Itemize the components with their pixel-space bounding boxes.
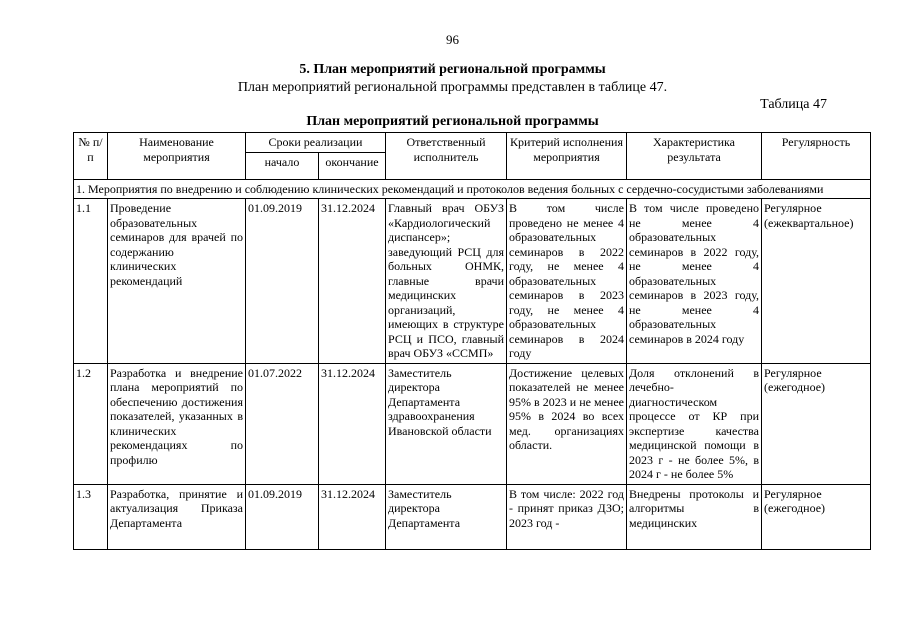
header-num: № п/п — [74, 133, 108, 180]
row-name: Проведение образовательных семинаров для врачей по содержанию клинических рекомендаций — [108, 199, 246, 364]
header-regularity: Регулярность — [762, 133, 871, 180]
row-start: 01.09.2019 — [246, 199, 319, 364]
header-criterion: Критерий исполнения мероприятия — [507, 133, 627, 180]
row-name: Разработка, принятие и актуализация Приказа Департамента — [108, 484, 246, 549]
row-end: 31.12.2024 — [319, 199, 386, 364]
header-name: Наименование мероприятия — [108, 133, 246, 180]
table-row — [74, 484, 871, 549]
header-end: окончание — [319, 152, 386, 179]
row-executor: Заместитель директора Департамента — [386, 484, 507, 549]
plan-table — [73, 132, 871, 550]
table-row — [74, 199, 871, 364]
section-row — [74, 179, 871, 199]
row-executor: Главный врач ОБУЗ «Кардиологический диспансер»; заведующий РСЦ для больных ОНМК, главные врачи медицинских организаций, имеющих в структуре РСЦ и ПСО, главный врач ОБУЗ «ССМП» — [386, 199, 507, 364]
header-terms: Сроки реализации — [246, 133, 386, 153]
section-1-heading: 1. Мероприятия по внедрению и соблюдению клинических рекомендаций и протоколов ведения больных с сердечно-сосудистыми заболеваниями — [74, 179, 871, 199]
row-end: 31.12.2024 — [319, 484, 386, 549]
row-regularity: Регулярное (ежеквартальное) — [762, 199, 871, 364]
row-start: 01.07.2022 — [246, 363, 319, 484]
row-num: 1.3 — [74, 484, 108, 549]
header-start: начало — [246, 152, 319, 179]
row-result: Доля отклонений в лечебно-диагностическом процессе от КР при экспертизе качества медицинской помощи в 2023 г - не более 5%, в 2024 г - не более 5% — [627, 363, 762, 484]
row-regularity: Регулярное (ежегодное) — [762, 363, 871, 484]
row-num: 1.1 — [74, 199, 108, 364]
table-label: Таблица 47 — [760, 97, 827, 112]
section-title: 5. План мероприятий региональной программы — [299, 62, 606, 77]
header-result: Характеристика результата — [627, 133, 762, 180]
row-num: 1.2 — [74, 363, 108, 484]
intro-text: План мероприятий региональной программы представлен в таблице 47. — [237, 80, 668, 95]
row-criterion: В том числе: 2022 год - принят приказ ДЗО; 2023 год - — [507, 484, 627, 549]
row-criterion: Достижение целевых показателей не менее 95% в 2023 и не менее 95% в 2024 во всех мед. организациях области. — [507, 363, 627, 484]
row-name: Разработка и внедрение плана мероприятий по обеспечению достижения показателей, указанных в клинических рекомендациях по профилю — [108, 363, 246, 484]
row-regularity: Регулярное (ежегодное) — [762, 484, 871, 549]
row-criterion: В том числе проведено не менее 4 образовательных семинаров в 2022 году, не менее 4 образовательных семинаров в 2023 году, не менее 4 образовательных семинаров в 2024 году — [507, 199, 627, 364]
table-title: План мероприятий региональной программы — [306, 114, 599, 129]
row-result: В том числе проведено не менее 4 образовательных семинаров в 2022 году, не менее 4 образовательных семинаров в 2023 году, не менее 4 образовательных семинаров в 2024 году — [627, 199, 762, 364]
page-number: 96 — [446, 32, 459, 47]
table-row — [74, 363, 871, 484]
row-end: 31.12.2024 — [319, 363, 386, 484]
row-executor: Заместитель директора Департамента здравоохранения Ивановской области — [386, 363, 507, 484]
row-start: 01.09.2019 — [246, 484, 319, 549]
header-executor: Ответственный исполнитель — [386, 133, 507, 180]
row-result: Внедрены протоколы и алгоритмы в медицинских — [627, 484, 762, 549]
